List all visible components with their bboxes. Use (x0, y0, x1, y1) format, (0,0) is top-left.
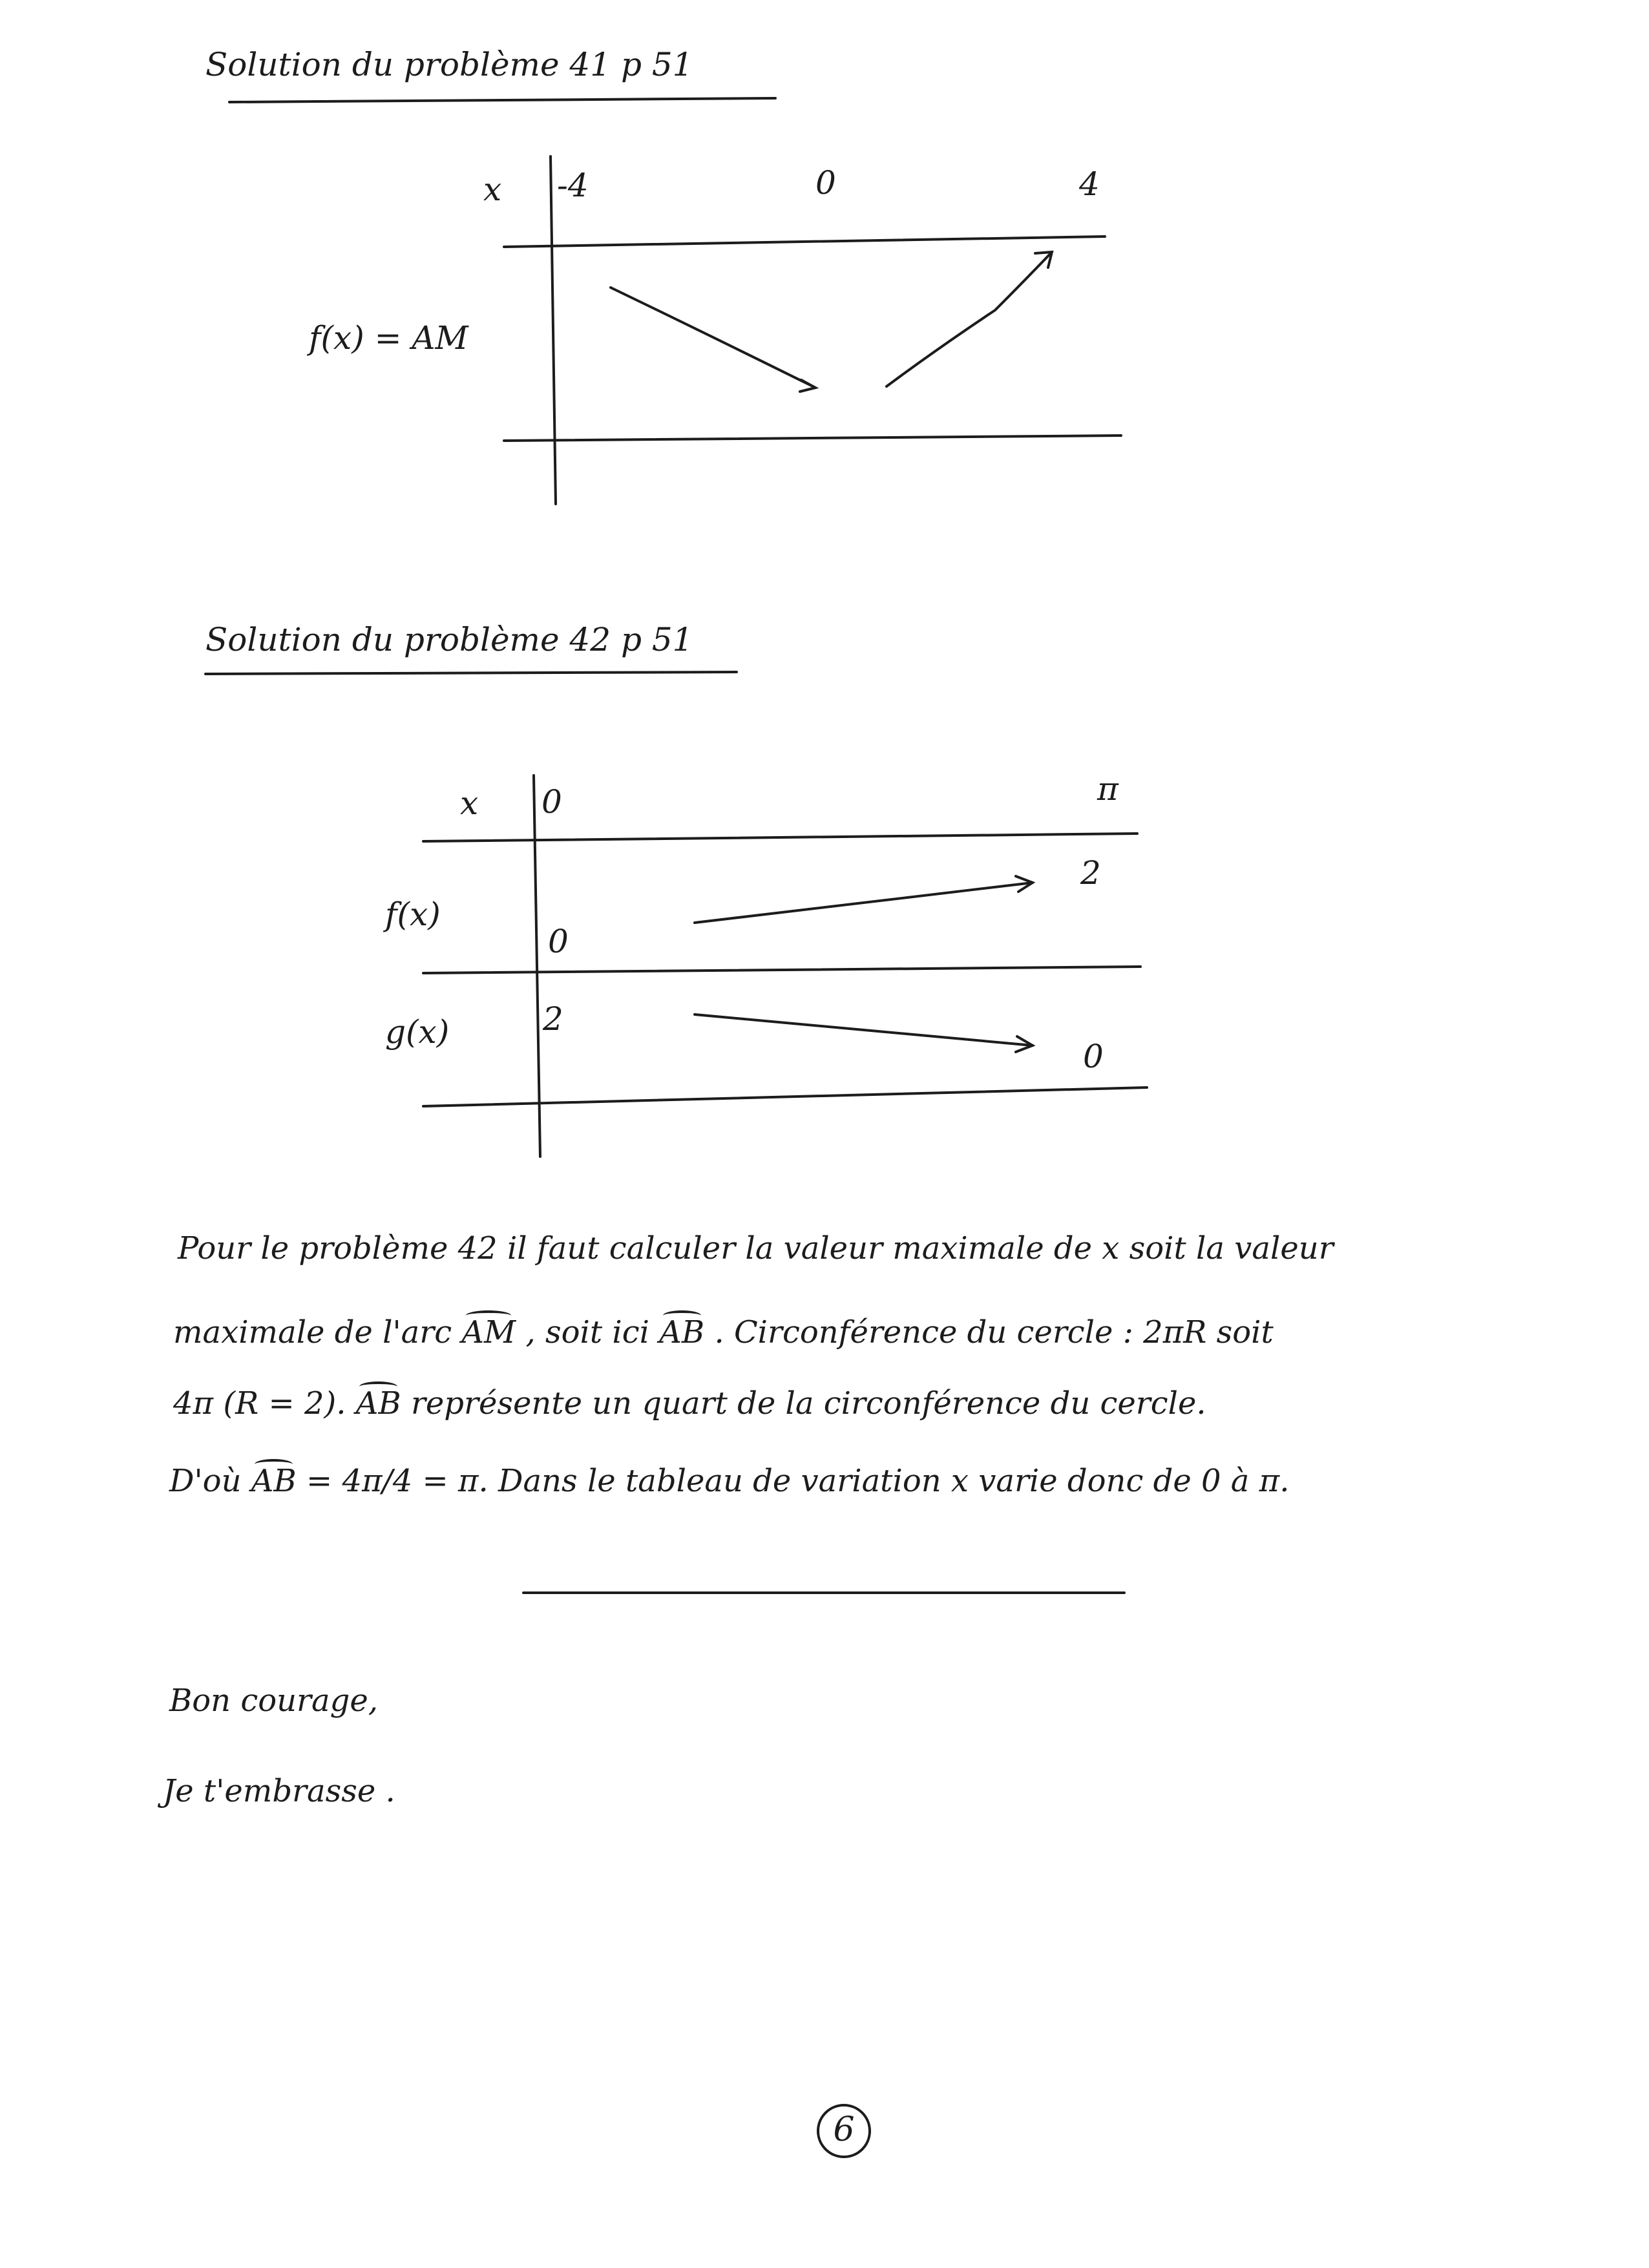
table2-x-header: x (460, 784, 479, 822)
table1-arrow-increasing (887, 252, 1052, 386)
table2-vline (534, 775, 540, 1157)
table1-hline-bottom (504, 436, 1121, 441)
page-number: 6 (833, 2110, 855, 2149)
table1-arrowhead-1 (800, 380, 815, 392)
table2-hline-2 (423, 967, 1140, 973)
explanation-line4-part-b: = 4π/4 = π. Dans le tableau de variation x varie donc de 0 à π. (306, 1463, 1290, 1499)
explanation-line2-part-b: , soit ici (525, 1314, 649, 1350)
table2-hline-3 (423, 1087, 1147, 1106)
table1-x-middle: 0 (815, 164, 836, 202)
explanation-line2-part-c: . Circonférence du cercle : 2πR soit (714, 1314, 1274, 1350)
table1-x-end: 4 (1079, 165, 1100, 203)
table2-x-start: 0 (541, 783, 562, 821)
explanation-line-4 (169, 1463, 1290, 1499)
explanation-line3-part-b: représente un quart de la circonférence du cercle. (410, 1385, 1206, 1422)
explanation-line-3 (173, 1385, 1206, 1422)
table2-f-start: 0 (548, 923, 569, 960)
table2-f-label: f(x) (385, 896, 441, 933)
explanation-line2-part-a: maximale de l'arc (173, 1314, 452, 1350)
arc-ab: AB (355, 1385, 401, 1422)
table2-f-end: 2 (1080, 854, 1101, 892)
explanation-line3-part-a: 4π (R = 2). (173, 1385, 346, 1422)
table1-hline-top (504, 236, 1105, 247)
closing-line-1: Bon courage, (169, 1683, 378, 1719)
explanation-line-1: Pour le problème 42 il faut calculer la valeur maximale de x soit la valeur (178, 1230, 1334, 1266)
section2-title: Solution du problème 42 p 51 (205, 621, 693, 658)
arc-am: AM (461, 1314, 516, 1350)
table2-g-arrow (695, 1014, 1033, 1045)
table1-x-header: x (483, 171, 502, 208)
table2-hline-1 (423, 834, 1137, 841)
table1-arrow-decreasing (611, 288, 815, 388)
title2-underline (205, 672, 737, 674)
arc-ab: AB (659, 1314, 705, 1350)
table2-f-arrow (695, 883, 1033, 923)
table2-g-start: 2 (543, 1000, 563, 1038)
arc-ab: AB (251, 1463, 297, 1499)
table2-g-label: g(x) (385, 1013, 450, 1051)
explanation-line-2 (173, 1314, 1274, 1350)
closing-line-2: Je t'embrasse . (163, 1773, 395, 1809)
table1-vline (551, 156, 556, 504)
title1-underline (229, 98, 775, 102)
table1-x-start: -4 (557, 167, 589, 204)
section1-title: Solution du problème 41 p 51 (205, 46, 693, 83)
table1-row-label: f(x) = AM (309, 319, 468, 357)
table2-x-end: π (1097, 770, 1119, 808)
table2-g-end: 0 (1083, 1038, 1104, 1075)
explanation-line4-part-a: D'où (169, 1463, 242, 1499)
